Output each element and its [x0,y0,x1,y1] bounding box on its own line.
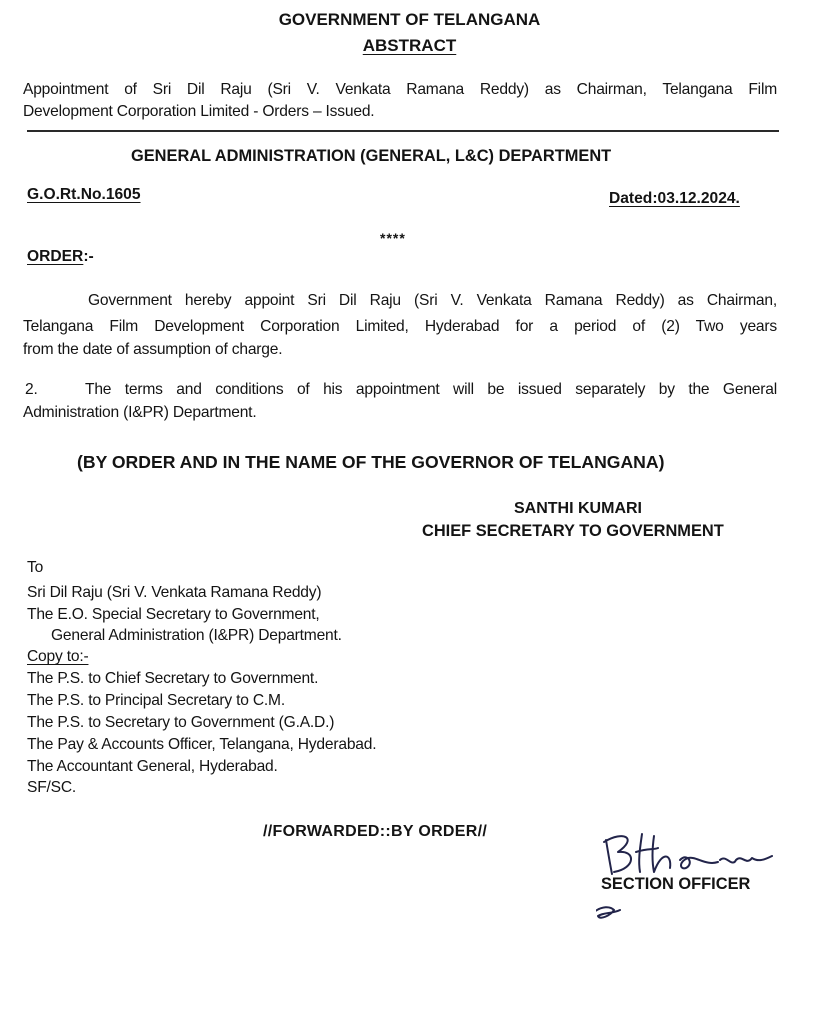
addressee-2: The E.O. Special Secretary to Government, [27,606,320,623]
paragraph-2-number: 2. [25,381,38,398]
copy-to-item-2: The P.S. to Principal Secretary to C.M. [27,692,285,709]
order-label-suffix: :- [83,248,94,265]
section-officer-label: SECTION OFFICER [601,875,751,893]
copy-to-item-5: The Accountant General, Hyderabad. [27,758,278,775]
go-number: G.O.Rt.No.1605 [27,186,141,203]
by-order-statement: (BY ORDER AND IN THE NAME OF THE GOVERNOR OF TELANGANA) [77,452,665,472]
addressee-3: General Administration (I&PR) Department. [51,627,342,644]
forwarded-by-order: //FORWARDED::BY ORDER// [263,823,488,840]
subject-line-2: Development Corporation Limited - Orders – Issued. [23,103,375,120]
order-heading [27,248,94,266]
separator-rule [27,130,779,132]
document-heading: GOVERNMENT OF TELANGANA [278,10,541,29]
order-date: Dated:03.12.2024. [609,190,740,207]
copy-to-label [27,648,88,666]
department-heading: GENERAL ADMINISTRATION (GENERAL, L&C) DEPARTMENT [131,147,612,165]
abstract-label: ABSTRACT [362,36,457,55]
abstract-heading [0,36,819,56]
order-paragraph-2-line-1: The terms and conditions of his appointment will be issued separately by the General [85,381,777,398]
copy-to-item-3: The P.S. to Secretary to Government (G.A.D.) [27,714,335,731]
copy-to-item-4: The Pay & Accounts Officer, Telangana, Hyderabad. [27,736,377,753]
order-label: ORDER [27,248,84,265]
order-paragraph-2-line-2: Administration (I&PR) Department. [23,404,257,421]
stars-separator: **** [380,230,406,246]
copy-to-item-1: The P.S. to Chief Secretary to Government. [27,670,319,687]
signatory-title: CHIEF SECRETARY TO GOVERNMENT [422,522,724,540]
addressee-1: Sri Dil Raju (Sri V. Venkata Ramana Reddy) [27,584,322,601]
to-label: To [27,559,44,576]
order-paragraph-1-line-3: from the date of assumption of charge. [23,341,283,358]
copy-to-text: Copy to:- [27,648,89,665]
copy-to-item-6: SF/SC. [27,779,77,796]
signatory-name: SANTHI KUMARI [514,500,642,517]
order-paragraph-1-line-2: Telangana Film Development Corporation Limited, Hyderabad for a period of (2) Two years [23,318,777,335]
subject-line-1: Appointment of Sri Dil Raju (Sri V. Venkata Ramana Reddy) as Chairman, Telangana Film [23,81,777,98]
order-paragraph-1-line-1: Government hereby appoint Sri Dil Raju (Sri V. Venkata Ramana Reddy) as Chairman, [88,292,777,309]
